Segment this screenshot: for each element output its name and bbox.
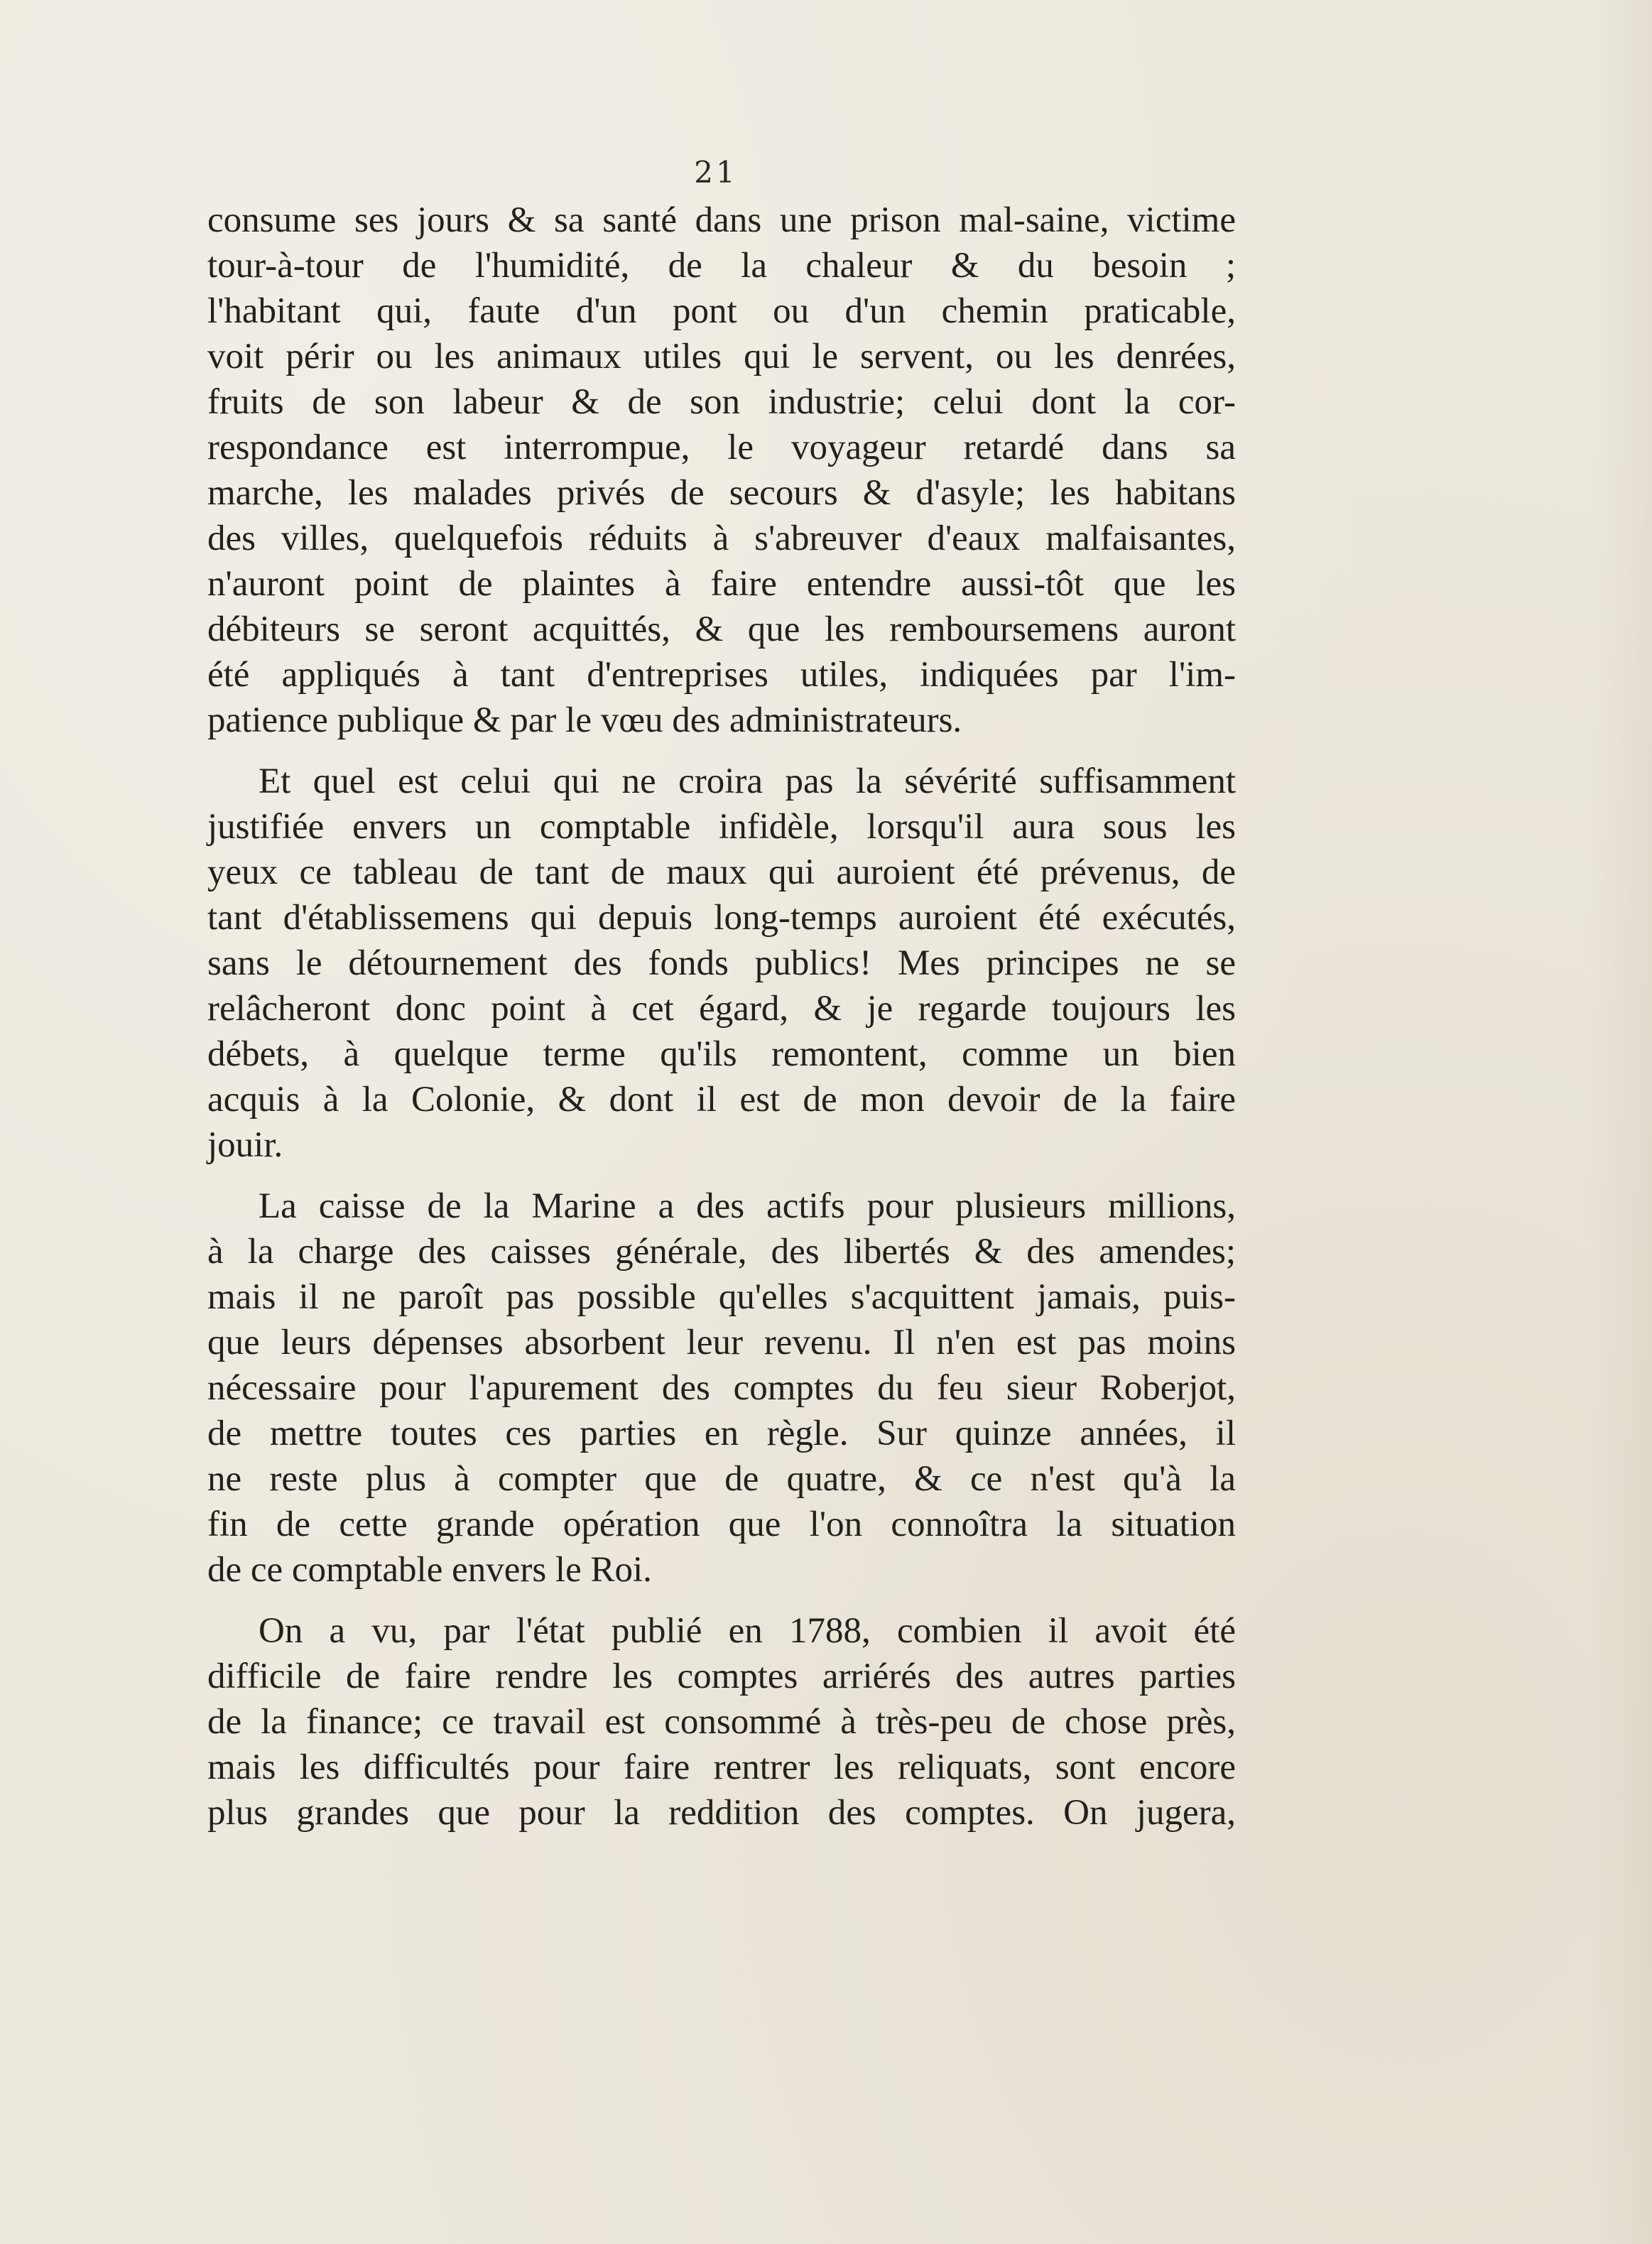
text-line: débiteurs se seront acquittés, & que les remboursemens auront — [207, 609, 1236, 649]
text-line: sans le détournement des fonds publics! Mes principes ne se — [207, 943, 1236, 983]
text-line: mais il ne paroît pas possible qu'elles s'acquittent jamais, puis- — [207, 1277, 1236, 1317]
text-line: On a vu, par l'état publié en 1788, combien il avoit été — [259, 1611, 1236, 1651]
text-line: Et quel est celui qui ne croira pas la sévérité suffisamment — [259, 761, 1236, 801]
paragraph — [207, 1183, 1236, 1593]
text-line: de ce comptable envers le Roi. — [207, 1550, 652, 1590]
page-edge-shading — [1588, 0, 1652, 2244]
paragraph — [207, 1608, 1236, 1836]
text-line: que leurs dépenses absorbent leur revenu. Il n'en est pas moins — [207, 1323, 1236, 1362]
page-number: 21 — [694, 155, 738, 190]
text-line: voit périr ou les animaux utiles qui le servent, ou les denrées, — [207, 337, 1236, 376]
text-line: tour-à-tour de l'humidité, de la chaleur & du besoin ; — [207, 246, 1236, 286]
text-line: jouir. — [207, 1125, 283, 1165]
text-line: à la charge des caisses générale, des libertés & des amendes; — [207, 1232, 1236, 1272]
text-line: relâcheront donc point à cet égard, & je regarde toujours les — [207, 989, 1236, 1029]
text-line: fin de cette grande opération que l'on connoîtra la situation — [207, 1505, 1236, 1544]
text-line: marche, les malades privés de secours & d'asyle; les habitans — [207, 473, 1236, 513]
text-line: La caisse de la Marine a des actifs pour plusieurs millions, — [259, 1186, 1236, 1226]
text-line: fruits de son labeur & de son industrie; celui dont la cor- — [207, 382, 1236, 422]
text-line: n'auront point de plaintes à faire entendre aussi-tôt que les — [207, 564, 1236, 604]
text-line: plus grandes que pour la reddition des comptes. On jugera, — [207, 1793, 1236, 1833]
text-line: été appliqués à tant d'entreprises utiles, indiquées par l'im- — [207, 655, 1236, 695]
paragraph-gap — [207, 1168, 1236, 1183]
text-line: yeux ce tableau de tant de maux qui auroient été prévenus, de — [207, 852, 1236, 892]
text-line: ne reste plus à compter que de quatre, & ce n'est qu'à la — [207, 1459, 1236, 1499]
body-text — [207, 197, 1236, 1836]
paragraph-gap — [207, 1593, 1236, 1608]
text-line: patience publique & par le vœu des administrateurs. — [207, 700, 962, 740]
text-line: des villes, quelquefois réduits à s'abreuver d'eaux malfaisantes, — [207, 519, 1236, 558]
text-line: acquis à la Colonie, & dont il est de mon devoir de la faire — [207, 1080, 1236, 1120]
text-line: mais les difficultés pour faire rentrer les reliquats, sont encore — [207, 1747, 1236, 1787]
text-line: consume ses jours & sa santé dans une prison mal-saine, victime — [207, 200, 1236, 240]
text-line: justifiée envers un comptable infidèle, lorsqu'il aura sous les — [207, 807, 1236, 847]
paragraph — [207, 197, 1236, 743]
text-line: de mettre toutes ces parties en règle. Sur quinze années, il — [207, 1414, 1236, 1453]
paragraph — [207, 759, 1236, 1168]
text-line: tant d'établissemens qui depuis long-temps auroient été exécutés, — [207, 898, 1236, 938]
text-line: difficile de faire rendre les comptes arriérés des autres parties — [207, 1657, 1236, 1696]
text-line: débets, à quelque terme qu'ils remontent, comme un bien — [207, 1034, 1236, 1074]
paragraph-gap — [207, 743, 1236, 759]
text-line: respondance est interrompue, le voyageur retardé dans sa — [207, 428, 1236, 467]
text-line: l'habitant qui, faute d'un pont ou d'un chemin praticable, — [207, 291, 1236, 331]
text-line: nécessaire pour l'apurement des comptes du feu sieur Roberjot, — [207, 1368, 1236, 1408]
text-line: de la finance; ce travail est consommé à très-peu de chose près, — [207, 1702, 1236, 1742]
